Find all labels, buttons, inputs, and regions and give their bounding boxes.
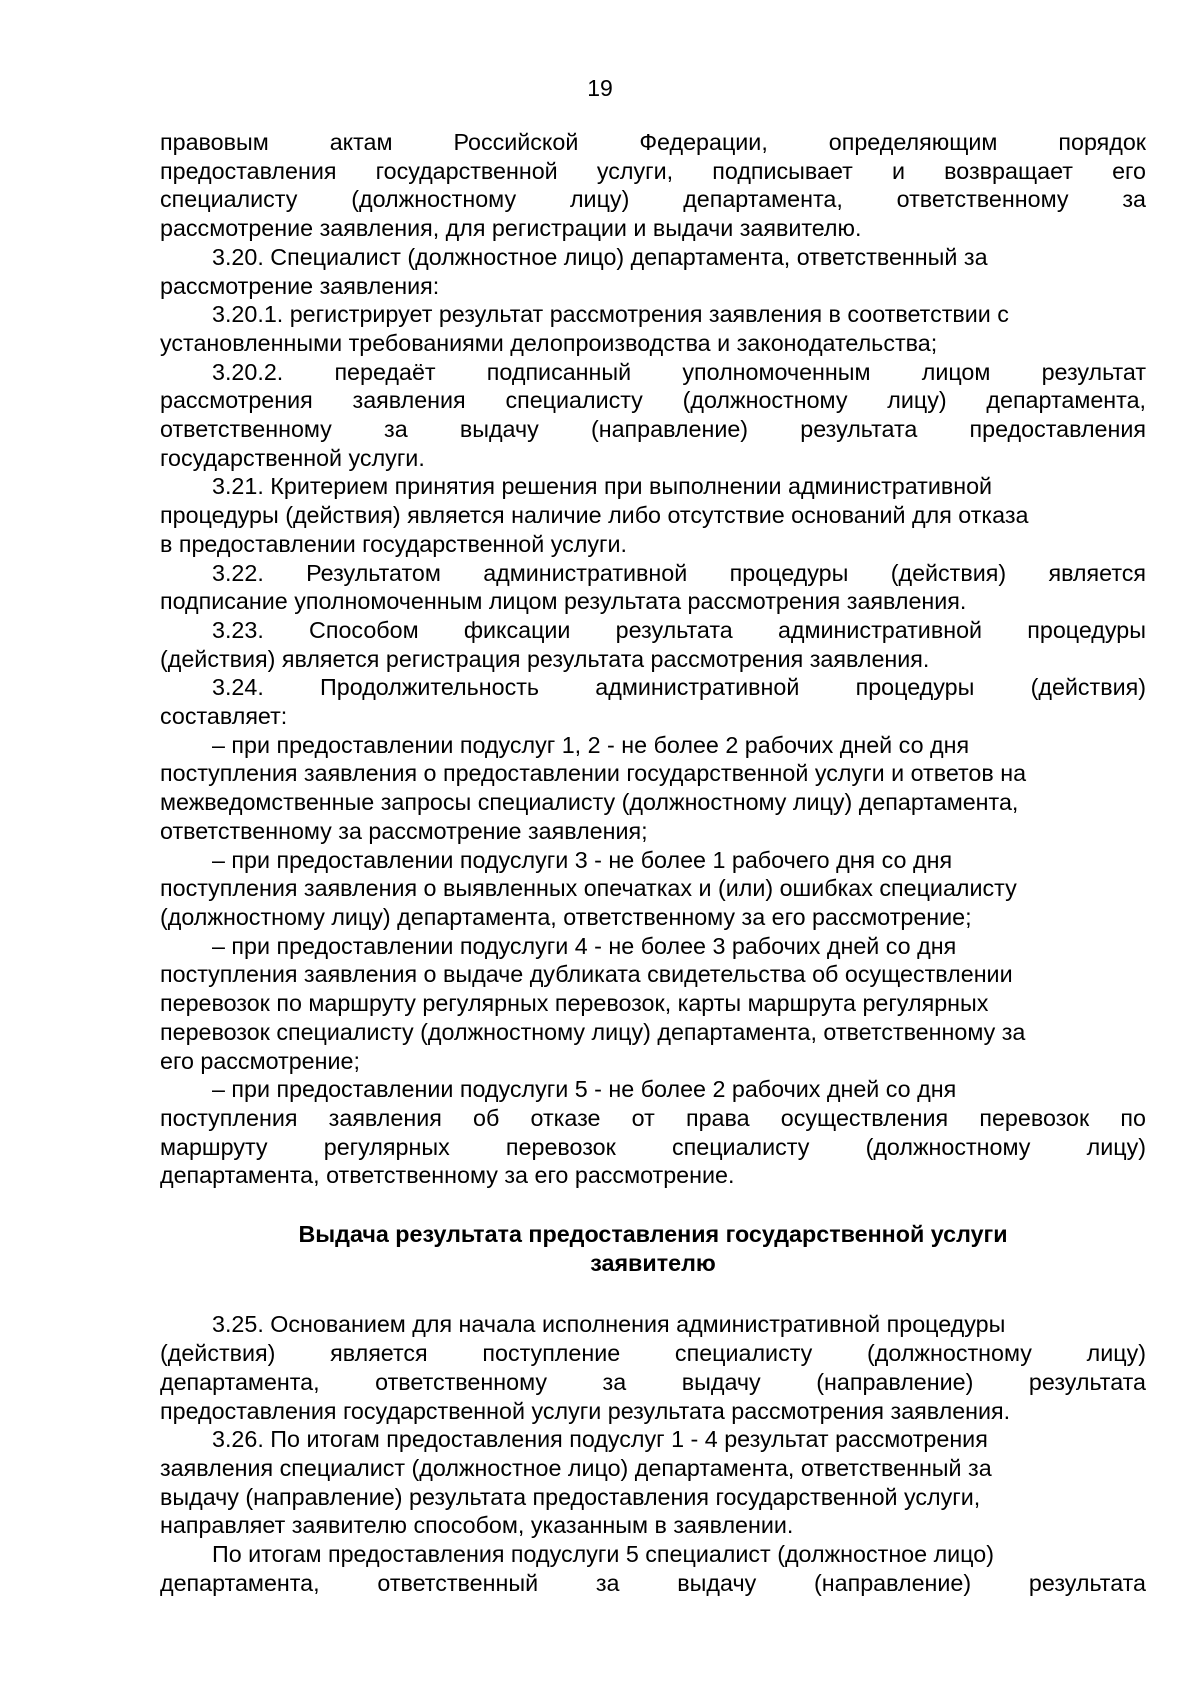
text-line: По итогам предоставления подуслуги 5 специалист (должностное лицо): [212, 1541, 994, 1568]
text-line: заявления специалист (должностное лицо) департамента, ответственный за: [160, 1454, 992, 1481]
text-line: предоставления государственной услуги результата рассмотрения заявления.: [160, 1397, 1011, 1424]
text-line: (действия) является регистрация результата рассмотрения заявления.: [160, 645, 930, 672]
text-line: 3.20. Специалист (должностное лицо) департамента, ответственный за: [212, 243, 988, 270]
text-line: поступления заявления о выдаче дубликата свидетельства об осуществлении: [160, 961, 1013, 988]
text-line: рассмотрение заявления, для регистрации и выдачи заявителю.: [160, 215, 862, 242]
text-line: поступления заявления об отказе от права осуществления перевозок по: [160, 1104, 1146, 1131]
text-line: (должностному лицу) департамента, ответственному за его рассмотрение;: [160, 903, 972, 930]
text-line: поступления заявления о предоставлении государственной услуги и ответов на: [160, 760, 1027, 787]
text-line: подписание уполномоченным лицом результата рассмотрения заявления.: [160, 588, 967, 615]
text-line: 3.21. Критерием принятия решения при выполнении административной: [212, 473, 993, 500]
text-line: ответственному за выдачу (направление) результата предоставления: [160, 416, 1146, 443]
text-line: – при предоставлении подуслуг 1, 2 - не более 2 рабочих дней со дня: [212, 731, 970, 758]
text-line: правовым актам Российской Федерации, определяющим порядок: [160, 129, 1146, 155]
text-line: – при предоставлении подуслуги 3 - не более 1 рабочего дня со дня: [212, 846, 953, 873]
spacer: [160, 1277, 1146, 1310]
text-line: 3.20.1. регистрирует результат рассмотрения заявления в соответствии с: [212, 301, 1009, 328]
text-line: департамента, ответственному за выдачу (направление) результата: [160, 1368, 1146, 1395]
section-heading: заявителю: [590, 1249, 716, 1276]
text-line: специалисту (должностному лицу) департамента, ответственному за: [160, 186, 1146, 213]
text-line: 3.25. Основанием для начала исполнения административной процедуры: [212, 1311, 1006, 1338]
text-line: 3.20.2. передаёт подписанный уполномоченным лицом результат: [212, 358, 1146, 385]
text-line: 3.24. Продолжительность административной процедуры (действия): [212, 674, 1146, 701]
text-line: перевозок по маршруту регулярных перевозок, карты маршрута регулярных: [160, 990, 989, 1017]
text-line: выдачу (направление) результата предоставления государственной услуги,: [160, 1483, 981, 1510]
text-line: направляет заявителю способом, указанным в заявлении.: [160, 1512, 794, 1539]
section-heading: Выдача результата предоставления государственной услуги: [298, 1221, 1008, 1248]
text-line: поступления заявления о выявленных опечатках и (или) ошибках специалисту: [160, 875, 1017, 902]
text-line: в предоставлении государственной услуги.: [160, 530, 627, 557]
text-line: установленными требованиями делопроизводства и законодательства;: [160, 329, 938, 356]
text-line: (действия) является поступление специалисту (должностному лицу): [160, 1340, 1146, 1367]
text-line: – при предоставлении подуслуги 4 - не более 3 рабочих дней со дня: [212, 932, 957, 959]
page-number: 19: [587, 75, 613, 101]
text-line: его рассмотрение;: [160, 1047, 360, 1074]
text-line: межведомственные запросы специалисту (должностному лицу) департамента,: [160, 789, 1019, 816]
spacer: [160, 1190, 1146, 1220]
text-line: маршруту регулярных перевозок специалисту (должностному лицу): [160, 1133, 1146, 1160]
text-line: – при предоставлении подуслуги 5 - не более 2 рабочих дней со дня: [212, 1076, 957, 1103]
text-line: ответственному за рассмотрение заявления;: [160, 817, 648, 844]
text-line: рассмотрение заявления:: [160, 272, 440, 299]
text-line: перевозок специалисту (должностному лицу) департамента, ответственному за: [160, 1018, 1026, 1045]
text-line: рассмотрения заявления специалисту (должностному лицу) департамента,: [160, 387, 1146, 414]
text-line: государственной услуги.: [160, 444, 425, 471]
text-line: составляет:: [160, 703, 288, 730]
text-line: департамента, ответственному за его рассмотрение.: [160, 1162, 735, 1189]
text-line: 3.23. Способом фиксации результата административной процедуры: [212, 616, 1146, 643]
text-line: департамента, ответственный за выдачу (направление) результата: [160, 1569, 1146, 1596]
document-body: [160, 128, 1146, 1597]
text-line: 3.22. Результатом административной процедуры (действия) является: [212, 559, 1146, 586]
text-line: процедуры (действия) является наличие либо отсутствие оснований для отказа: [160, 502, 1029, 529]
text-line: 3.26. По итогам предоставления подуслуг 1 - 4 результат рассмотрения: [212, 1426, 988, 1453]
text-line: предоставления государственной услуги, подписывает и возвращает его: [160, 157, 1146, 184]
